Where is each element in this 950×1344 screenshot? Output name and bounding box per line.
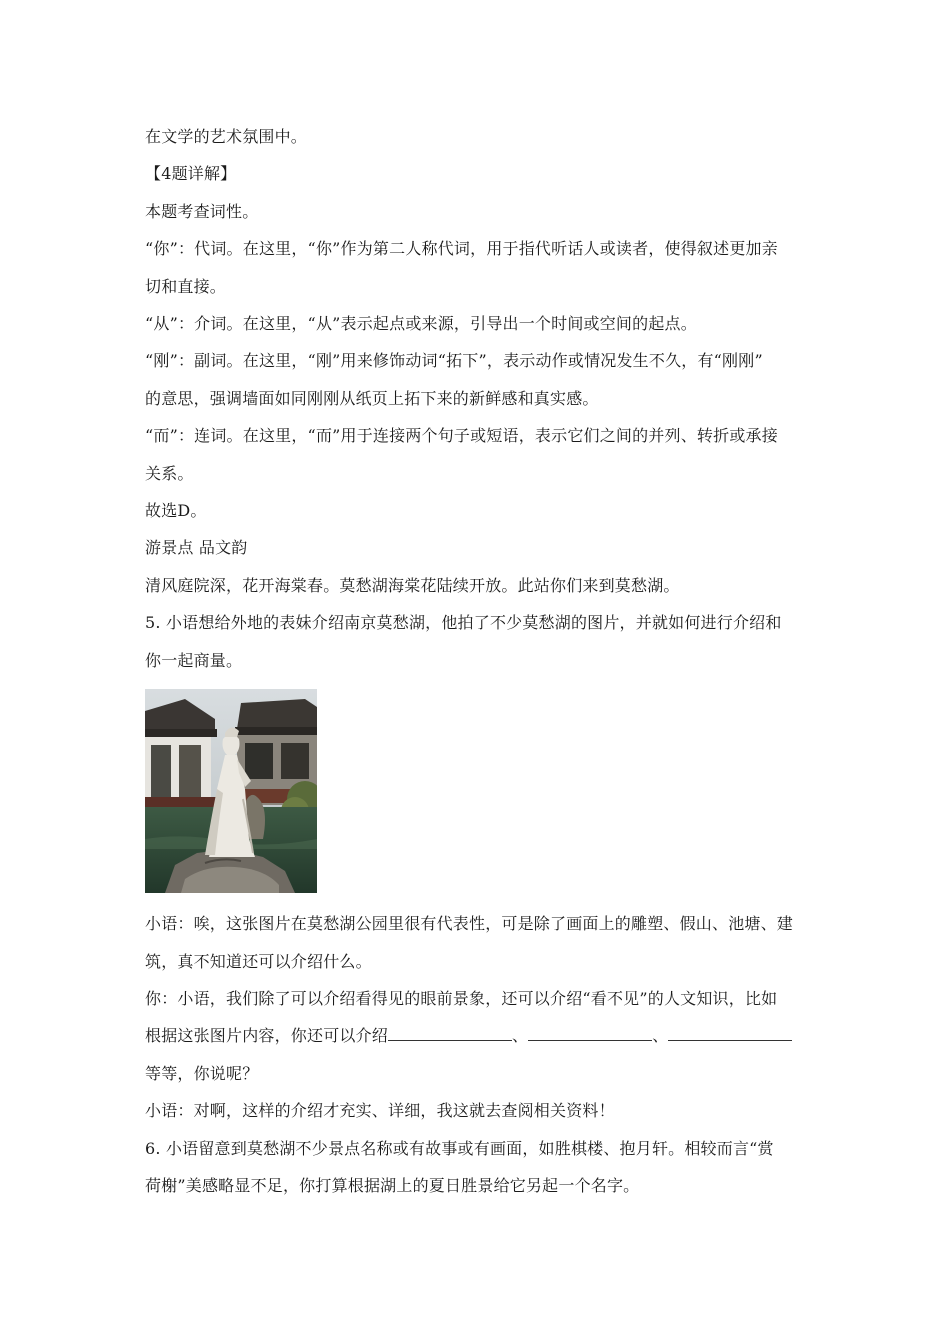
- section-heading: 【4题详解】: [145, 164, 237, 184]
- section-title: 游景点 品文韵: [145, 538, 248, 558]
- dialogue-xiaoyu-1: 小语：唉，这张图片在莫愁湖公园里很有代表性，可是除了画面上的雕塑、假山、池塘、建: [145, 914, 794, 934]
- question-5-cont: 你一起商量。: [145, 650, 243, 670]
- dialogue-you-blanks: [145, 1017, 807, 1054]
- question-5: 5. 小语想给外地的表妹介绍南京莫愁湖，他拍了不少莫愁湖的图片，并就如何进行介绍和: [145, 613, 782, 633]
- text-line: “而”：连词。在这里，“而”用于连接两个句子或短语，表示它们之间的并列、转折或承接: [145, 426, 778, 446]
- text-line: 的意思，强调墙面如同刚刚从纸页上拓下来的新鲜感和真实感。: [145, 388, 599, 408]
- document-body: [145, 118, 807, 1204]
- text-line: 关系。: [145, 463, 194, 483]
- blank-separator: 、: [512, 1026, 529, 1046]
- text-line: “你”：代词。在这里，“你”作为第二人称代词，用于指代听话人或读者，使得叙述更加亲: [145, 239, 778, 259]
- text-line: 本题考查词性。: [145, 201, 259, 221]
- dialogue-you: 你：小语，我们除了可以介绍看得见的眼前景象，还可以介绍“看不见”的人文知识，比如: [145, 988, 778, 1008]
- text-line: “刚”：副词。在这里，“刚”用来修饰动词“拓下”，表示动作或情况发生不久，有“刚刚”: [145, 351, 763, 371]
- question-6-cont: 荷榭”美感略显不足，你打算根据湖上的夏日胜景给它另起一个名字。: [145, 1175, 640, 1195]
- text-line: 在文学的艺术氛围中。: [145, 127, 308, 146]
- text-line: “从”：介词。在这里，“从”表示起点或来源，引导出一个时间或空间的起点。: [145, 314, 697, 334]
- answer-blank-1[interactable]: [388, 1026, 512, 1041]
- dialogue-you-prefix: 根据这张图片内容，你还可以介绍: [145, 1026, 389, 1046]
- blank-separator: 、: [652, 1026, 669, 1046]
- answer-blank-3[interactable]: [668, 1026, 792, 1041]
- text-line: 切和直接。: [145, 276, 227, 296]
- statue-photo: [145, 689, 317, 893]
- dialogue-xiaoyu-2: 小语：对啊，这样的介绍才充实、详细，我这就去查阅相关资料！: [145, 1101, 615, 1121]
- question-6: 6. 小语留意到莫愁湖不少景点名称或有故事或有画面，如胜棋楼、抱月轩。相较而言“赏: [145, 1138, 774, 1158]
- dialogue-xiaoyu-1-cont: 筑，真不知道还可以介绍什么。: [145, 951, 372, 971]
- text-line: 清风庭院深，花开海棠春。莫愁湖海棠花陆续开放。此站你们来到莫愁湖。: [145, 575, 680, 595]
- dialogue-you-cont: 等等，你说呢？: [145, 1063, 259, 1083]
- answer-line: 故选D。: [145, 501, 207, 521]
- statue-photo-illustration: [145, 689, 317, 893]
- answer-blank-2[interactable]: [528, 1026, 652, 1041]
